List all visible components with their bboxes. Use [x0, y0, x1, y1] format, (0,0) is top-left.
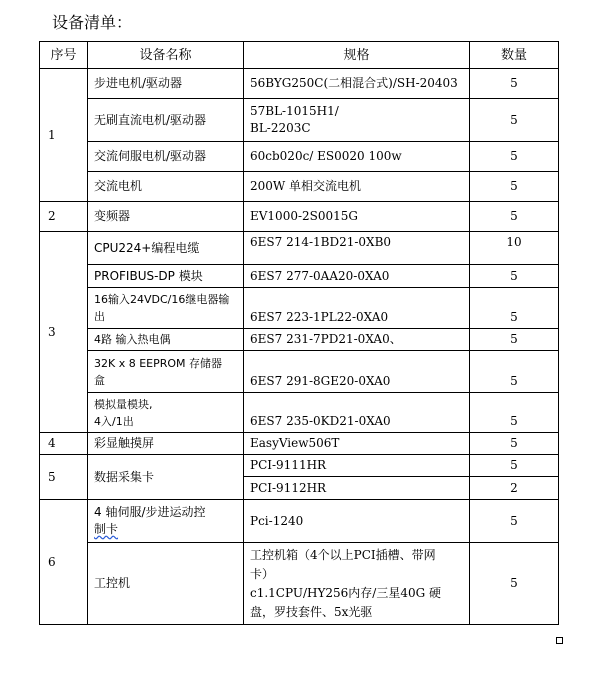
table-row	[40, 500, 559, 543]
qty-cell: 5	[470, 69, 559, 99]
qty-cell: 5	[470, 455, 559, 477]
document-title: 设备清单：	[52, 13, 133, 32]
name-cell: PROFIBUS-DP 模块	[88, 265, 244, 288]
qty-cell: 5	[470, 202, 559, 232]
name-cell: 数据采集卡	[88, 455, 244, 500]
table-row	[40, 69, 559, 99]
spec-cell: 6ES7 235-0KD21-0XA0	[244, 393, 470, 433]
spec-cell: 6ES7 231-7PD21-0XA0、	[244, 329, 470, 351]
qty-cell: 5	[470, 500, 559, 543]
qty-cell: 5	[470, 543, 559, 625]
equipment-table	[39, 41, 559, 625]
name-cell: 交流电机	[88, 172, 244, 202]
header-seq: 序号	[40, 42, 88, 69]
qty-cell: 5	[470, 288, 559, 329]
header-spec: 规格	[244, 42, 470, 69]
table-row	[40, 288, 559, 329]
table-row	[40, 455, 559, 477]
table-resize-handle[interactable]	[556, 637, 563, 644]
qty-cell: 10	[470, 232, 559, 265]
qty-cell: 2	[470, 477, 559, 500]
name-cell: 彩显触摸屏	[88, 433, 244, 455]
spec-cell: 工控机箱（4个以上PCI插槽、带网 卡） c1.1CPU/HY256内存/三星40G 硬 盘，罗技套件、5x光驱	[244, 543, 470, 625]
table-row	[40, 202, 559, 232]
seq-cell: 5	[40, 455, 88, 500]
name-cell: 16输入24VDC/16继电器输 出	[88, 288, 244, 329]
name-cell: 交流伺服电机/驱动器	[88, 142, 244, 172]
name-cell: 模拟量模块, 4入/1出	[88, 393, 244, 433]
name-cell: 4 轴伺服/步进运动控 制卡	[88, 500, 244, 543]
name-cell: CPU224+编程电缆	[88, 232, 244, 265]
header-name: 设备名称	[88, 42, 244, 69]
name-cell: 变频器	[88, 202, 244, 232]
seq-cell: 2	[40, 202, 88, 232]
spec-cell: 57BL-1015H1/ BL-2203C	[244, 99, 470, 142]
qty-cell: 5	[470, 393, 559, 433]
name-cell: 工控机	[88, 543, 244, 625]
qty-cell: 5	[470, 433, 559, 455]
spec-cell: 6ES7 277-0AA20-0XA0	[244, 265, 470, 288]
name-cell: 4路 输入热电偶	[88, 329, 244, 351]
name-cell: 32K x 8 EEPROM 存储器 盒	[88, 351, 244, 393]
name-cell: 步进电机/驱动器	[88, 69, 244, 99]
spec-cell: EV1000-2S0015G	[244, 202, 470, 232]
qty-cell: 5	[470, 99, 559, 142]
seq-cell: 3	[40, 232, 88, 433]
spec-cell: 6ES7 223-1PL22-0XA0	[244, 288, 470, 329]
spec-cell: PCI-9111HR	[244, 455, 470, 477]
header-row	[40, 42, 559, 69]
table-row	[40, 265, 559, 288]
spec-cell: 56BYG250C(二相混合式)/SH-20403	[244, 69, 470, 99]
qty-cell: 5	[470, 351, 559, 393]
header-qty: 数量	[470, 42, 559, 69]
name-cell: 无刷直流电机/驱动器	[88, 99, 244, 142]
qty-cell: 5	[470, 172, 559, 202]
table-row	[40, 232, 559, 265]
table-row	[40, 433, 559, 455]
qty-cell: 5	[470, 329, 559, 351]
seq-cell: 4	[40, 433, 88, 455]
table-row	[40, 329, 559, 351]
spec-cell: EasyView506T	[244, 433, 470, 455]
seq-cell: 6	[40, 500, 88, 625]
qty-cell: 5	[470, 265, 559, 288]
table-row	[40, 172, 559, 202]
spec-cell: 200W 单相交流电机	[244, 172, 470, 202]
table-row	[40, 543, 559, 625]
table-row	[40, 351, 559, 393]
spec-cell: 6ES7 214-1BD21-0XB0	[244, 232, 470, 265]
spec-cell: Pci-1240	[244, 500, 470, 543]
spec-cell: 60cb020c/ ES0020 100w	[244, 142, 470, 172]
table-row	[40, 142, 559, 172]
table-row	[40, 393, 559, 433]
spec-cell: 6ES7 291-8GE20-0XA0	[244, 351, 470, 393]
qty-cell: 5	[470, 142, 559, 172]
table-row	[40, 99, 559, 142]
spec-cell: PCI-9112HR	[244, 477, 470, 500]
seq-cell: 1	[40, 69, 88, 202]
